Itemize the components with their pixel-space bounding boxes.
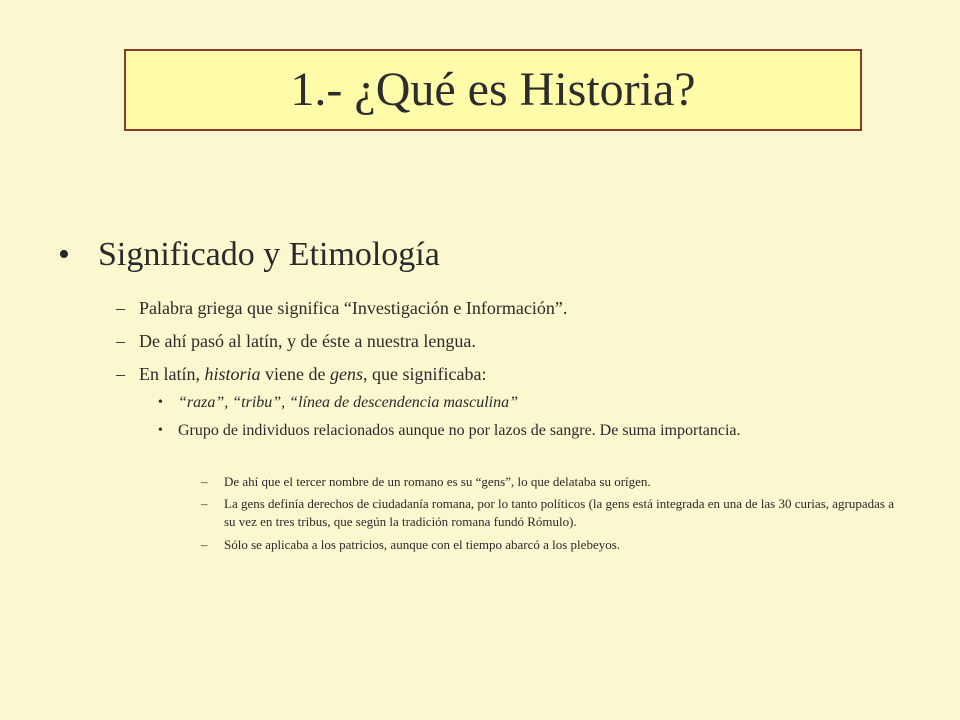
- list-item: [58, 329, 918, 362]
- title-box: [124, 49, 862, 131]
- sub-item: [58, 393, 918, 421]
- sub-item-bullet: •: [158, 423, 163, 438]
- sub-item-text: “raza”, “tribu”, “línea de descendencia masculina”: [178, 394, 519, 411]
- item-marker: –: [116, 331, 125, 351]
- detail-item: [58, 536, 918, 558]
- item-text: De ahí pasó al latín, y de éste a nuestra lengua.: [139, 331, 476, 351]
- item-text: Palabra griega que significa “Investigación e Información”.: [139, 298, 568, 318]
- sub-item: [58, 421, 918, 473]
- heading-bullet: •: [58, 236, 70, 273]
- detail-item: [58, 495, 918, 536]
- detail-text: Sólo se aplicaba a los patricios, aunque con el tiempo abarcó a los plebeyos.: [224, 537, 621, 552]
- item-text: [139, 362, 486, 386]
- detail-marker: –: [201, 496, 208, 511]
- item-text-part: viene de: [260, 364, 330, 384]
- list-item: [58, 296, 918, 329]
- slide-title: 1.- ¿Qué es Historia?: [290, 63, 696, 116]
- heading-row: [58, 233, 918, 296]
- detail-marker: –: [201, 537, 208, 552]
- italic-term: historia: [204, 364, 261, 384]
- detail-text: La gens definía derechos de ciudadanía romana, por lo tanto políticos (la gens está integrada en una de las 30 curias, agrupadas a su vez en tres tribus, que según la tradición romana fundó Rómulo).: [224, 496, 894, 529]
- sub-item-bullet: •: [158, 395, 163, 410]
- item-text-part: En latín,: [139, 364, 205, 384]
- detail-item: [58, 473, 918, 495]
- detail-text: De ahí que el tercer nombre de un romano es su “gens”, lo que delataba su orígen.: [224, 474, 651, 489]
- item-text-part: , que significaba:: [362, 364, 487, 384]
- item-marker: –: [116, 298, 125, 318]
- italic-term: gens: [329, 364, 363, 384]
- section-heading: Significado y Etimología: [98, 236, 440, 273]
- sub-item-text: Grupo de individuos relacionados aunque no por lazos de sangre. De suma importancia.: [178, 422, 741, 439]
- detail-marker: –: [201, 474, 208, 489]
- item-marker: –: [116, 364, 125, 384]
- slide-content: [58, 233, 918, 558]
- list-item: [58, 362, 918, 393]
